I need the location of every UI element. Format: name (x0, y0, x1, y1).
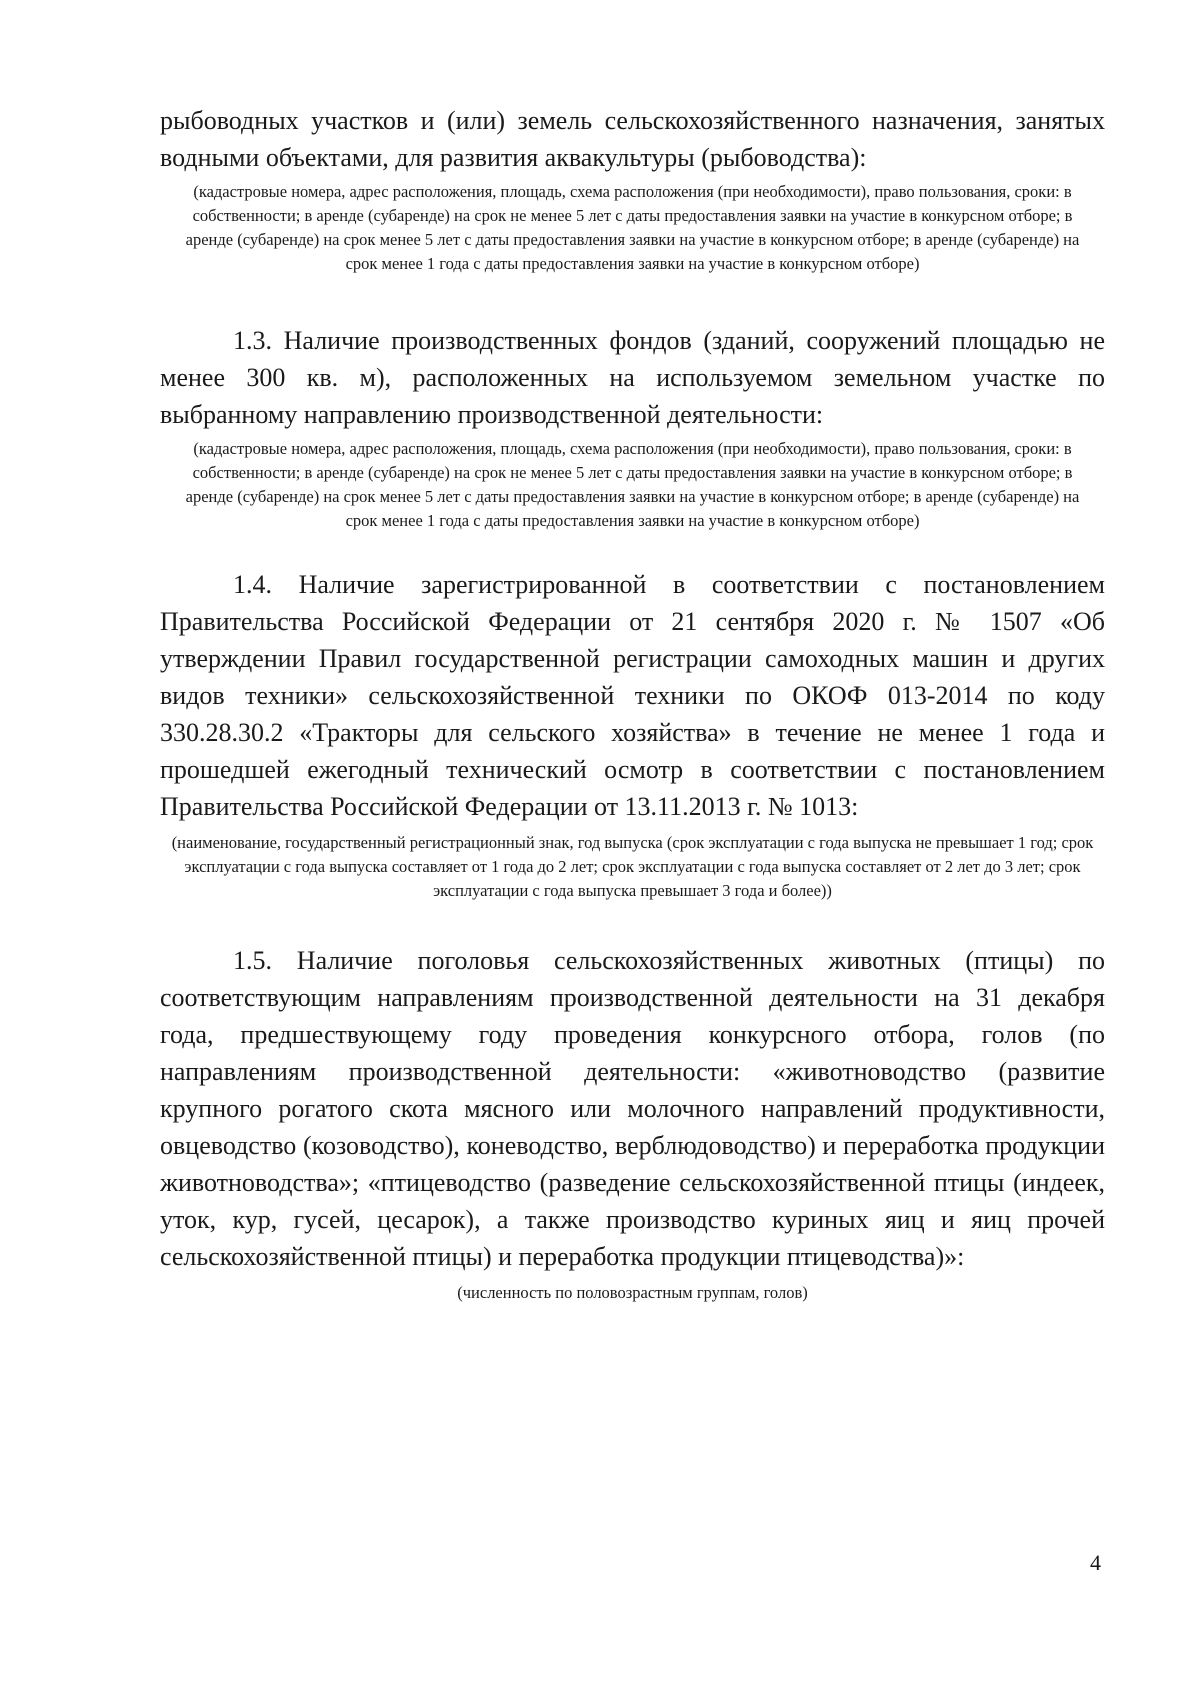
section-1-4-note: (наименование, государственный регистрационный знак, год выпуска (срок эксплуатации с года выпуска не превышает 1 год; срок эксплуатации с года выпуска составляет от 1 года до 2 лет; срок эксплуатации с года выпуска составляет от 2 лет до 3 лет; срок эксплуатации с года выпуска превышает 3 года и более)) (171, 833, 1094, 900)
section-1-4-text: 1.4. Наличие зарегистрированной в соответствии с постановлением Правительства Российской Федерации от 21 сентября 2020 г. № 1507 «Об утверждении Правил государственной регистрации самоходных машин и других видов техники» сельскохозяйственной техники по ОКОФ 013-2014 по коду 330.28.30.2 «Тракторы для сельского хозяйства» в течение не менее 1 года и прошедшей ежегодный технический осмотр в соответствии с постановлением Правительства Российской Федерации от 13.11.2013 г. № 1013: (160, 570, 1105, 821)
section-continuation-note: (кадастровые номера, адрес расположения, площадь, схема расположения (при необходимости), право пользования, сроки: в собственности; в аренде (субаренде) на срок не менее 5 лет с даты предоставления заявки на участие в конкурсном отборе; в аренде (субаренде) на срок менее 5 лет с даты предоставления заявки на участие в конкурсном отборе; в аренде (субаренде) на срок менее 1 года с даты предоставления заявки на участие в конкурсном отборе) (185, 182, 1080, 273)
section-1-5 (160, 942, 1105, 1305)
section-1-3 (160, 322, 1105, 533)
section-1-5-note: (численность по половозрастным группам, голов) (457, 1283, 808, 1302)
page-number: 4 (1090, 1550, 1101, 1575)
section-continuation (160, 102, 1105, 276)
section-1-3-text: 1.3. Наличие производственных фондов (зданий, сооружений площадью не менее 300 кв. м), расположенных на используемом земельном участке по выбранному направлению производственной деятельности: (160, 326, 1105, 429)
section-1-5-text: 1.5. Наличие поголовья сельскохозяйственных животных (птицы) по соответствующим направлениям производственной деятельности на 31 декабря года, предшествующему году проведения конкурсного отбора, голов (по направлениям производственной деятельности: «животноводство (развитие крупного рогатого скота мясного или молочного направлений продуктивности, овцеводство (козоводство), коневодство, верблюдоводство) и переработка продукции животноводства»; «птицеводство (разведение сельскохозяйственной птицы (индеек, уток, кур, гусей, цесарок), а также производство куриных яиц и яиц прочей сельскохозяйственной птицы) и переработка продукции птицеводства)»: (160, 946, 1105, 1271)
section-continuation-text: рыбоводных участков и (или) земель сельскохозяйственного назначения, занятых водными объектами, для развития аквакультуры (рыбоводства): (160, 106, 1105, 172)
section-1-4 (160, 566, 1105, 903)
section-1-3-note: (кадастровые номера, адрес расположения, площадь, схема расположения (при необходимости), право пользования, сроки: в собственности; в аренде (субаренде) на срок не менее 5 лет с даты предоставления заявки на участие в конкурсном отборе; в аренде (субаренде) на срок менее 5 лет с даты предоставления заявки на участие в конкурсном отборе; в аренде (субаренде) на срок менее 1 года с даты предоставления заявки на участие в конкурсном отборе) (185, 439, 1080, 530)
